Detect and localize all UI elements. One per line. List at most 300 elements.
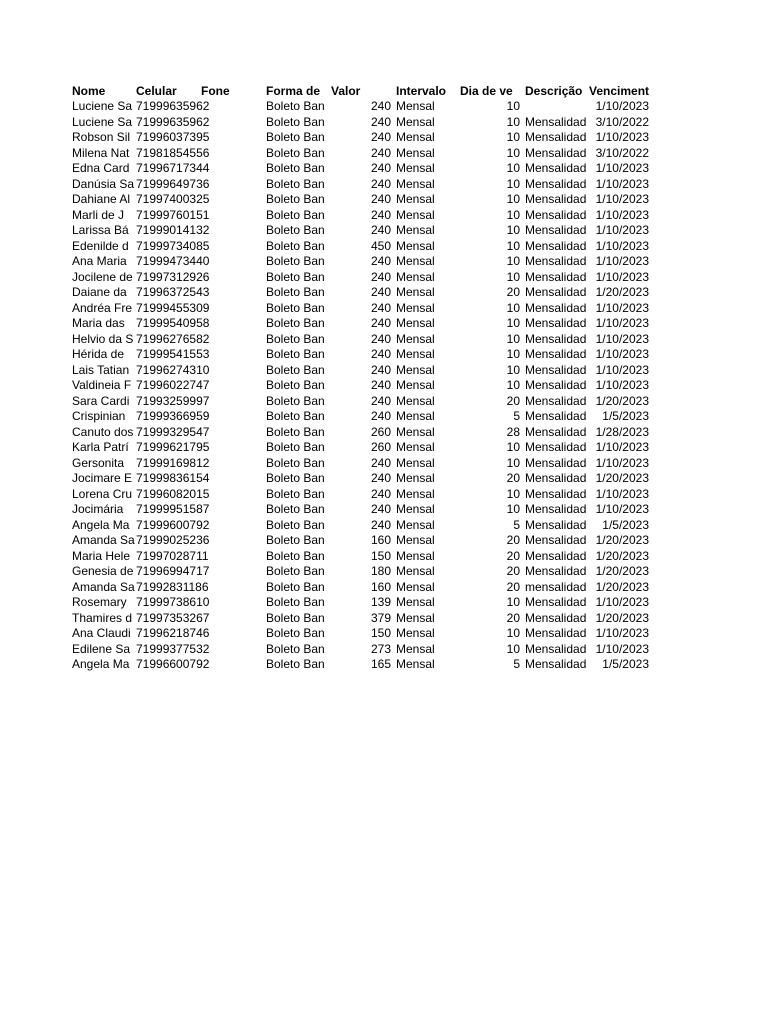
header-forma: Forma de: [266, 84, 321, 98]
table-row: [0, 549, 768, 565]
cell-dia: 10: [506, 161, 520, 175]
cell-fone: [201, 270, 265, 286]
cell-vencimento: 1/10/2023: [595, 223, 649, 237]
table-row: [0, 270, 768, 286]
cell-forma: Boleto Ban: [266, 285, 325, 299]
cell-valor: 150: [370, 548, 391, 563]
cell-fone: [201, 301, 265, 317]
cell-dia: 10: [506, 626, 520, 640]
cell-nome: Jocimare E: [72, 471, 133, 485]
cell-descricao: Mensalidad: [525, 657, 587, 671]
cell-descricao: Mensalidad: [525, 192, 587, 206]
cell-descricao: mensalidad: [525, 579, 587, 594]
cell-forma: Boleto Ban: [266, 316, 325, 330]
cell-intervalo: Mensal: [396, 300, 435, 315]
cell-celular: 71997353267: [136, 610, 210, 625]
cell-dia: 10: [506, 114, 520, 129]
cell-descricao: Mensalidad: [525, 455, 587, 470]
cell-forma: Boleto Ban: [266, 269, 325, 284]
cell-descricao: Mensalidad: [525, 254, 587, 268]
cell-celular: 71992831186: [136, 579, 209, 594]
cell-forma: Boleto Ban: [266, 254, 325, 268]
cell-valor: 240: [370, 502, 391, 516]
cell-valor: 240: [370, 254, 391, 268]
cell-nome: Genesia de: [72, 564, 134, 578]
table-row: [0, 223, 768, 239]
cell-valor: 240: [370, 223, 391, 237]
cell-forma: Boleto Ban: [266, 393, 325, 408]
cell-fone: [201, 549, 265, 565]
cell-descricao: Mensalidad: [525, 548, 587, 563]
table-row: [0, 99, 768, 115]
cell-dia: 10: [506, 378, 520, 392]
cell-fone: [201, 425, 265, 441]
table-row: [0, 471, 768, 487]
cell-forma: Boleto Ban: [266, 424, 325, 439]
cell-intervalo: Mensal: [396, 378, 435, 392]
table-row: [0, 487, 768, 503]
cell-descricao: Mensalidad: [525, 362, 587, 377]
cell-valor: 240: [370, 269, 391, 284]
cell-valor: 240: [370, 362, 391, 377]
cell-nome: Helvio da S: [72, 331, 134, 346]
cell-dia: 10: [506, 502, 520, 516]
cell-vencimento: 1/5/2023: [602, 517, 649, 532]
cell-descricao: Mensalidad: [525, 176, 587, 191]
cell-valor: 240: [370, 285, 391, 299]
table-row: [0, 394, 768, 410]
cell-celular: 71999649736: [136, 176, 210, 191]
cell-celular: 71996372543: [136, 285, 210, 299]
cell-fone: [201, 456, 265, 472]
cell-vencimento: 1/28/2023: [595, 424, 649, 439]
cell-nome: Amanda Sa: [72, 533, 135, 547]
cell-descricao: Mensalidad: [525, 595, 587, 609]
cell-valor: 240: [370, 455, 391, 470]
cell-intervalo: Mensal: [396, 238, 435, 253]
cell-intervalo: Mensal: [396, 269, 435, 284]
cell-descricao: Mensalidad: [525, 269, 587, 284]
cell-fone: [201, 332, 265, 348]
cell-fone: [201, 99, 265, 115]
cell-fone: [201, 580, 265, 596]
table-row: [0, 533, 768, 549]
cell-dia: 10: [506, 254, 520, 268]
cell-fone: [201, 285, 265, 301]
table-row: [0, 502, 768, 518]
cell-fone: [201, 254, 265, 270]
header-row: [0, 83, 768, 99]
header-celular: Celular: [136, 84, 177, 98]
cell-nome: Valdineia F: [72, 378, 132, 392]
cell-dia: 10: [506, 238, 520, 253]
cell-fone: [201, 177, 265, 193]
cell-forma: Boleto Ban: [266, 130, 325, 144]
table-row: [0, 642, 768, 658]
cell-valor: 240: [370, 316, 391, 330]
cell-fone: [201, 316, 265, 332]
cell-descricao: Mensalidad: [525, 223, 587, 237]
cell-valor: 240: [370, 114, 391, 129]
cell-valor: 260: [370, 440, 391, 454]
cell-celular: 71999760151: [136, 207, 210, 222]
header-nome: Nome: [72, 84, 106, 98]
table-row: [0, 363, 768, 379]
cell-vencimento: 1/20/2023: [595, 610, 649, 625]
header-dia: Dia de ve: [460, 84, 513, 98]
cell-valor: 165: [370, 657, 391, 671]
cell-intervalo: Mensal: [396, 657, 435, 671]
cell-vencimento: 1/10/2023: [595, 347, 649, 361]
cell-forma: Boleto Ban: [266, 300, 325, 315]
cell-nome: Amanda Sa: [72, 579, 135, 594]
cell-vencimento: 1/5/2023: [602, 657, 649, 671]
cell-descricao: Mensalidad: [525, 626, 587, 640]
cell-vencimento: 1/10/2023: [595, 595, 649, 609]
cell-dia: 10: [506, 362, 520, 377]
cell-intervalo: Mensal: [396, 161, 435, 175]
cell-forma: Boleto Ban: [266, 486, 325, 501]
cell-dia: 10: [506, 207, 520, 222]
cell-dia: 10: [506, 300, 520, 315]
cell-vencimento: 1/10/2023: [595, 207, 649, 222]
table-row: [0, 611, 768, 627]
cell-nome: Edna Card: [72, 161, 130, 175]
cell-valor: 180: [370, 564, 391, 578]
cell-valor: 240: [370, 161, 391, 175]
cell-vencimento: 1/10/2023: [595, 486, 649, 501]
cell-forma: Boleto Ban: [266, 533, 325, 547]
cell-vencimento: 1/10/2023: [595, 362, 649, 377]
cell-nome: Maria Hele: [72, 548, 131, 563]
cell-forma: Boleto Ban: [266, 409, 325, 423]
cell-vencimento: 1/10/2023: [595, 641, 649, 656]
cell-valor: 240: [370, 347, 391, 361]
table-row: [0, 239, 768, 255]
cell-dia: 10: [506, 99, 520, 113]
cell-celular: 71999951587: [136, 502, 210, 516]
cell-dia: 10: [506, 130, 520, 144]
cell-celular: 71999169812: [136, 455, 210, 470]
table-row: [0, 425, 768, 441]
table-row: [0, 254, 768, 270]
cell-forma: Boleto Ban: [266, 161, 325, 175]
cell-nome: Crispinian: [72, 409, 126, 423]
header-descricao: Descrição: [525, 84, 583, 98]
cell-forma: Boleto Ban: [266, 517, 325, 532]
cell-fone: [201, 487, 265, 503]
cell-celular: 71999635962: [136, 114, 210, 129]
cell-vencimento: 1/10/2023: [595, 455, 649, 470]
cell-forma: Boleto Ban: [266, 238, 325, 253]
cell-vencimento: 1/20/2023: [595, 548, 649, 563]
cell-nome: Dahiane Al: [72, 192, 131, 206]
cell-nome: Jocilene de: [72, 269, 133, 284]
cell-nome: Thamires d: [72, 610, 133, 625]
cell-nome: Jocimária: [72, 502, 124, 516]
cell-celular: 71999635962: [136, 99, 210, 113]
cell-descricao: Mensalidad: [525, 409, 587, 423]
cell-vencimento: 1/10/2023: [595, 238, 649, 253]
table-row: [0, 456, 768, 472]
cell-valor: 240: [370, 145, 391, 160]
cell-valor: 240: [370, 471, 391, 485]
cell-dia: 5: [513, 657, 520, 671]
cell-valor: 160: [370, 533, 391, 547]
cell-descricao: [525, 99, 588, 115]
cell-nome: Milena Nat: [72, 145, 130, 160]
cell-intervalo: Mensal: [396, 486, 435, 501]
cell-forma: Boleto Ban: [266, 223, 325, 237]
cell-fone: [201, 642, 265, 658]
cell-valor: 240: [370, 176, 391, 191]
cell-forma: Boleto Ban: [266, 564, 325, 578]
cell-dia: 10: [506, 440, 520, 454]
header-vencimento: Venciment: [589, 84, 650, 98]
cell-intervalo: Mensal: [396, 533, 435, 547]
cell-valor: 379: [370, 610, 391, 625]
cell-vencimento: 1/20/2023: [595, 579, 649, 594]
cell-forma: Boleto Ban: [266, 626, 325, 640]
cell-nome: Danúsia Sa: [72, 176, 135, 191]
cell-vencimento: 1/20/2023: [595, 393, 649, 408]
cell-nome: Andréa Fre: [72, 300, 133, 315]
cell-forma: Boleto Ban: [266, 362, 325, 377]
cell-celular: 71999600792: [136, 517, 210, 532]
cell-celular: 71996274310: [136, 362, 210, 377]
table-row: [0, 409, 768, 425]
cell-intervalo: Mensal: [396, 145, 435, 160]
cell-nome: Hérida de: [72, 347, 125, 361]
cell-descricao: Mensalidad: [525, 130, 587, 144]
cell-celular: 71999473440: [136, 254, 210, 268]
cell-vencimento: 1/20/2023: [595, 533, 649, 547]
cell-fone: [201, 533, 265, 549]
cell-intervalo: Mensal: [396, 223, 435, 237]
cell-forma: Boleto Ban: [266, 440, 325, 454]
cell-fone: [201, 115, 265, 131]
cell-celular: 71999014132: [136, 223, 210, 237]
cell-intervalo: Mensal: [396, 440, 435, 454]
cell-vencimento: 1/10/2023: [595, 192, 649, 206]
cell-intervalo: Mensal: [396, 99, 435, 113]
cell-descricao: Mensalidad: [525, 145, 587, 160]
cell-dia: 20: [506, 471, 520, 485]
cell-descricao: Mensalidad: [525, 285, 587, 299]
cell-vencimento: 1/10/2023: [595, 130, 649, 144]
cell-intervalo: Mensal: [396, 595, 435, 609]
cell-celular: 71997312926: [136, 269, 210, 284]
cell-vencimento: 1/5/2023: [602, 409, 649, 423]
cell-valor: 240: [370, 486, 391, 501]
cell-nome: Angela Ma: [72, 517, 130, 532]
cell-intervalo: Mensal: [396, 331, 435, 346]
cell-nome: Karla Patrí: [72, 440, 129, 454]
cell-descricao: Mensalidad: [525, 610, 587, 625]
header-valor: Valor: [331, 84, 361, 98]
cell-dia: 10: [506, 316, 520, 330]
cell-valor: 273: [370, 641, 391, 656]
cell-forma: Boleto Ban: [266, 99, 325, 113]
cell-intervalo: Mensal: [396, 424, 435, 439]
cell-fone: [201, 564, 265, 580]
table-row: [0, 316, 768, 332]
cell-descricao: Mensalidad: [525, 347, 587, 361]
cell-dia: 20: [506, 285, 520, 299]
cell-intervalo: Mensal: [396, 192, 435, 206]
cell-vencimento: 1/10/2023: [595, 331, 649, 346]
cell-nome: Robson Sil: [72, 130, 131, 144]
cell-forma: Boleto Ban: [266, 595, 325, 609]
cell-dia: 5: [513, 409, 520, 423]
cell-vencimento: 1/10/2023: [595, 300, 649, 315]
cell-fone: [201, 130, 265, 146]
cell-descricao: Mensalidad: [525, 641, 587, 656]
table-row: [0, 130, 768, 146]
cell-descricao: Mensalidad: [525, 502, 587, 516]
cell-celular: 71981854556: [136, 145, 210, 160]
cell-celular: 71997028711: [136, 548, 209, 563]
table-row: [0, 192, 768, 208]
cell-fone: [201, 239, 265, 255]
cell-valor: 240: [370, 130, 391, 144]
cell-vencimento: 1/20/2023: [595, 285, 649, 299]
cell-intervalo: Mensal: [396, 316, 435, 330]
cell-intervalo: Mensal: [396, 579, 435, 594]
cell-celular: 71999025236: [136, 533, 210, 547]
cell-intervalo: Mensal: [396, 502, 435, 516]
cell-vencimento: 1/10/2023: [595, 502, 649, 516]
cell-forma: Boleto Ban: [266, 114, 325, 129]
cell-fone: [201, 518, 265, 534]
cell-valor: 160: [370, 579, 391, 594]
cell-nome: Lorena Cru: [72, 486, 133, 501]
cell-valor: 240: [370, 393, 391, 408]
cell-nome: Marli de J: [72, 207, 125, 222]
cell-celular: 71999541553: [136, 347, 210, 361]
cell-descricao: Mensalidad: [525, 378, 587, 392]
cell-descricao: Mensalidad: [525, 471, 587, 485]
table-row: [0, 440, 768, 456]
cell-forma: Boleto Ban: [266, 207, 325, 222]
cell-intervalo: Mensal: [396, 455, 435, 470]
cell-intervalo: Mensal: [396, 626, 435, 640]
table-row: [0, 564, 768, 580]
cell-valor: 260: [370, 424, 391, 439]
cell-vencimento: 3/10/2022: [595, 114, 649, 129]
cell-fone: [201, 363, 265, 379]
cell-nome: Canuto dos: [72, 424, 134, 439]
cell-dia: 10: [506, 192, 520, 206]
cell-fone: [201, 223, 265, 239]
cell-fone: [201, 208, 265, 224]
cell-dia: 20: [506, 548, 520, 563]
cell-forma: Boleto Ban: [266, 579, 325, 594]
cell-celular: 71996276582: [136, 331, 210, 346]
cell-dia: 10: [506, 176, 520, 191]
cell-celular: 71999329547: [136, 424, 210, 439]
cell-forma: Boleto Ban: [266, 455, 325, 470]
cell-dia: 10: [506, 641, 520, 656]
cell-valor: 240: [370, 378, 391, 392]
cell-valor: 240: [370, 207, 391, 222]
cell-nome: Rosemary: [72, 595, 127, 609]
cell-dia: 20: [506, 393, 520, 408]
table-row: [0, 378, 768, 394]
cell-valor: 240: [370, 99, 391, 113]
cell-vencimento: 1/10/2023: [595, 626, 649, 640]
cell-dia: 10: [506, 145, 520, 160]
header-intervalo: Intervalo: [396, 84, 447, 98]
cell-intervalo: Mensal: [396, 610, 435, 625]
cell-dia: 10: [506, 486, 520, 501]
spreadsheet-table: [0, 83, 768, 673]
cell-descricao: Mensalidad: [525, 393, 587, 408]
cell-intervalo: Mensal: [396, 517, 435, 532]
cell-fone: [201, 347, 265, 363]
table-row: [0, 146, 768, 162]
table-row: [0, 657, 768, 673]
cell-dia: 10: [506, 595, 520, 609]
table-row: [0, 595, 768, 611]
cell-fone: [201, 471, 265, 487]
cell-vencimento: 1/20/2023: [595, 471, 649, 485]
cell-forma: Boleto Ban: [266, 548, 325, 563]
cell-vencimento: 1/10/2023: [595, 176, 649, 191]
table-row: [0, 285, 768, 301]
cell-descricao: Mensalidad: [525, 161, 587, 175]
cell-celular: 71999621795: [136, 440, 210, 454]
cell-celular: 71996717344: [136, 161, 210, 175]
cell-dia: 20: [506, 564, 520, 578]
cell-celular: 71999377532: [136, 641, 210, 656]
table-row: [0, 347, 768, 363]
cell-celular: 71993259997: [136, 393, 210, 408]
cell-descricao: Mensalidad: [525, 564, 587, 578]
cell-nome: Daiane da: [72, 285, 127, 299]
cell-intervalo: Mensal: [396, 176, 435, 191]
cell-celular: 71996994717: [136, 564, 210, 578]
cell-fone: [201, 611, 265, 627]
cell-dia: 20: [506, 610, 520, 625]
cell-forma: Boleto Ban: [266, 471, 325, 485]
cell-forma: Boleto Ban: [266, 502, 325, 516]
cell-fone: [201, 378, 265, 394]
cell-descricao: Mensalidad: [525, 316, 587, 330]
cell-forma: Boleto Ban: [266, 176, 325, 191]
cell-celular: 71999734085: [136, 238, 210, 253]
cell-forma: Boleto Ban: [266, 331, 325, 346]
table-row: [0, 177, 768, 193]
cell-forma: Boleto Ban: [266, 641, 325, 656]
cell-dia: 28: [506, 424, 520, 439]
cell-vencimento: 1/10/2023: [595, 99, 649, 113]
cell-fone: [201, 192, 265, 208]
cell-dia: 20: [506, 579, 520, 594]
cell-dia: 5: [513, 517, 520, 532]
cell-descricao: Mensalidad: [525, 517, 587, 532]
cell-nome: Sara Cardi: [72, 393, 130, 408]
cell-fone: [201, 146, 265, 162]
cell-descricao: Mensalidad: [525, 300, 587, 315]
cell-dia: 10: [506, 347, 520, 361]
cell-valor: 240: [370, 517, 391, 532]
cell-nome: Luciene Sa: [72, 114, 133, 129]
cell-fone: [201, 502, 265, 518]
cell-nome: Gersonita: [72, 455, 125, 470]
table-row: [0, 332, 768, 348]
cell-descricao: Mensalidad: [525, 533, 587, 547]
